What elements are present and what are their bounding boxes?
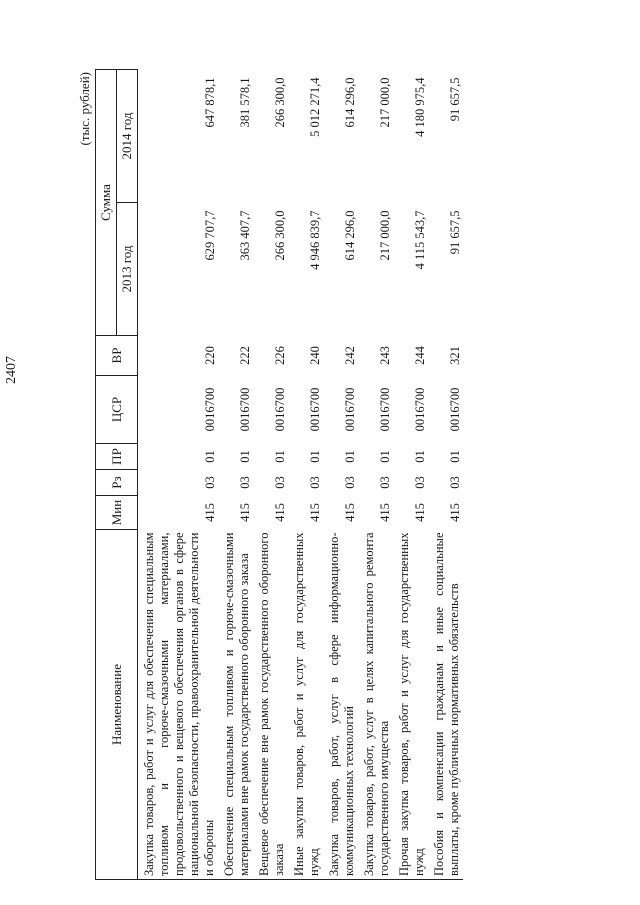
row-amount-2014: 647 878,1 [203, 77, 217, 128]
row-amount-2013: 4 115 543,7 [413, 210, 427, 270]
row-amount-2013: 266 300,0 [273, 210, 287, 261]
row-csr: 0016700 [203, 387, 217, 432]
header-rz: Рз [96, 470, 138, 496]
units-label: (тыс. рублей) [77, 72, 92, 146]
row-rz: 03 [413, 476, 427, 489]
row-amount-2014: 381 578,1 [238, 77, 252, 128]
page-number [4, 340, 40, 400]
row-csr: 0016700 [378, 387, 392, 432]
row-rz: 03 [448, 476, 462, 489]
table-row [218, 70, 253, 880]
row-name: Закупка товаров, работ, услуг в целях капитального ремонта государственного имущества [358, 530, 393, 880]
table-row [428, 70, 463, 880]
row-amount-2014: 614 296,0 [343, 77, 357, 128]
header-vr: ВР [96, 336, 138, 376]
table-row [323, 70, 358, 880]
row-amount-2013: 91 657,5 [448, 210, 462, 255]
row-pr: 01 [378, 450, 392, 463]
header-year-2013: 2013 год [117, 203, 138, 336]
row-amount-2013: 4 946 839,7 [308, 210, 322, 270]
row-name: Пособия и компенсации гражданам и иные социальные выплаты, кроме публичных нормативных обязательств [428, 530, 463, 880]
table-row [393, 70, 428, 880]
row-min: 415 [343, 503, 357, 522]
table-row [138, 70, 219, 880]
row-amount-2014: 91 657,5 [448, 77, 462, 122]
row-rz: 03 [343, 476, 357, 489]
row-rz: 03 [378, 476, 392, 489]
page-number-text: 2407 [4, 356, 19, 384]
row-pr: 01 [308, 450, 322, 463]
row-min: 415 [273, 503, 287, 522]
row-pr: 01 [343, 450, 357, 463]
row-csr: 0016700 [273, 387, 287, 432]
table-row [253, 70, 288, 880]
table-row [358, 70, 393, 880]
table-row [288, 70, 323, 880]
row-amount-2013: 614 296,0 [343, 210, 357, 261]
row-min: 415 [238, 503, 252, 522]
row-name: Обеспечение специальным топливом и горюче-смазочными материалами вне рамок государственного оборонного заказа [218, 530, 253, 880]
row-csr: 0016700 [343, 387, 357, 432]
budget-table [95, 69, 463, 880]
row-min: 415 [378, 503, 392, 522]
row-pr: 01 [413, 450, 427, 463]
row-csr: 0016700 [413, 387, 427, 432]
row-amount-2013: 629 707,7 [203, 210, 217, 261]
row-amount-2013: 363 407,7 [238, 210, 252, 261]
row-amount-2014: 266 300,0 [273, 77, 287, 128]
row-vr: 222 [238, 346, 252, 365]
row-rz: 03 [203, 476, 217, 489]
header-name: Наименование [96, 530, 138, 880]
header-year-2014: 2014 год [117, 70, 138, 203]
row-pr: 01 [203, 450, 217, 463]
row-vr: 242 [343, 346, 357, 365]
row-vr: 226 [273, 346, 287, 365]
row-amount-2014: 217 000,0 [378, 77, 392, 128]
header-sum: Сумма [96, 70, 117, 336]
row-csr: 0016700 [238, 387, 252, 432]
row-csr: 0016700 [308, 387, 322, 432]
row-rz: 03 [273, 476, 287, 489]
row-vr: 321 [448, 346, 462, 365]
row-min: 415 [413, 503, 427, 522]
row-name: Вещевое обеспечение вне рамок государственного оборонного заказа [253, 530, 288, 880]
row-rz: 03 [238, 476, 252, 489]
row-amount-2013: 217 000,0 [378, 210, 392, 261]
row-pr: 01 [273, 450, 287, 463]
row-vr: 240 [308, 346, 322, 365]
row-name: Закупка товаров, работ, услуг в сфере информационно-коммуникационных технологий [323, 530, 358, 880]
row-min: 415 [308, 503, 322, 522]
row-amount-2014: 4 180 975,4 [413, 77, 427, 137]
row-vr: 244 [413, 346, 427, 365]
row-rz: 03 [308, 476, 322, 489]
header-min: Мин [96, 496, 138, 530]
row-pr: 01 [448, 450, 462, 463]
row-name: Закупка товаров, работ и услуг для обеспечения специальным топливом и горюче-смазочными материалами, продовольственного и вещевого обеспечения органов в сфере национальной безопасности, правоохранительной деятельности и обороны [138, 530, 219, 880]
row-amount-2014: 5 012 271,4 [308, 77, 322, 137]
document-sheet [75, 70, 615, 880]
row-csr: 0016700 [448, 387, 462, 432]
row-min: 415 [203, 503, 217, 522]
table-header [96, 70, 138, 880]
header-csr: ЦСР [96, 376, 138, 444]
row-name: Прочая закупка товаров, работ и услуг для государственных нужд [393, 530, 428, 880]
row-min: 415 [448, 503, 462, 522]
row-vr: 220 [203, 346, 217, 365]
row-name: Иные закупки товаров, работ и услуг для государственных нужд [288, 530, 323, 880]
row-vr: 243 [378, 346, 392, 365]
table-body [138, 70, 464, 880]
header-pr: ПР [96, 444, 138, 470]
row-pr: 01 [238, 450, 252, 463]
